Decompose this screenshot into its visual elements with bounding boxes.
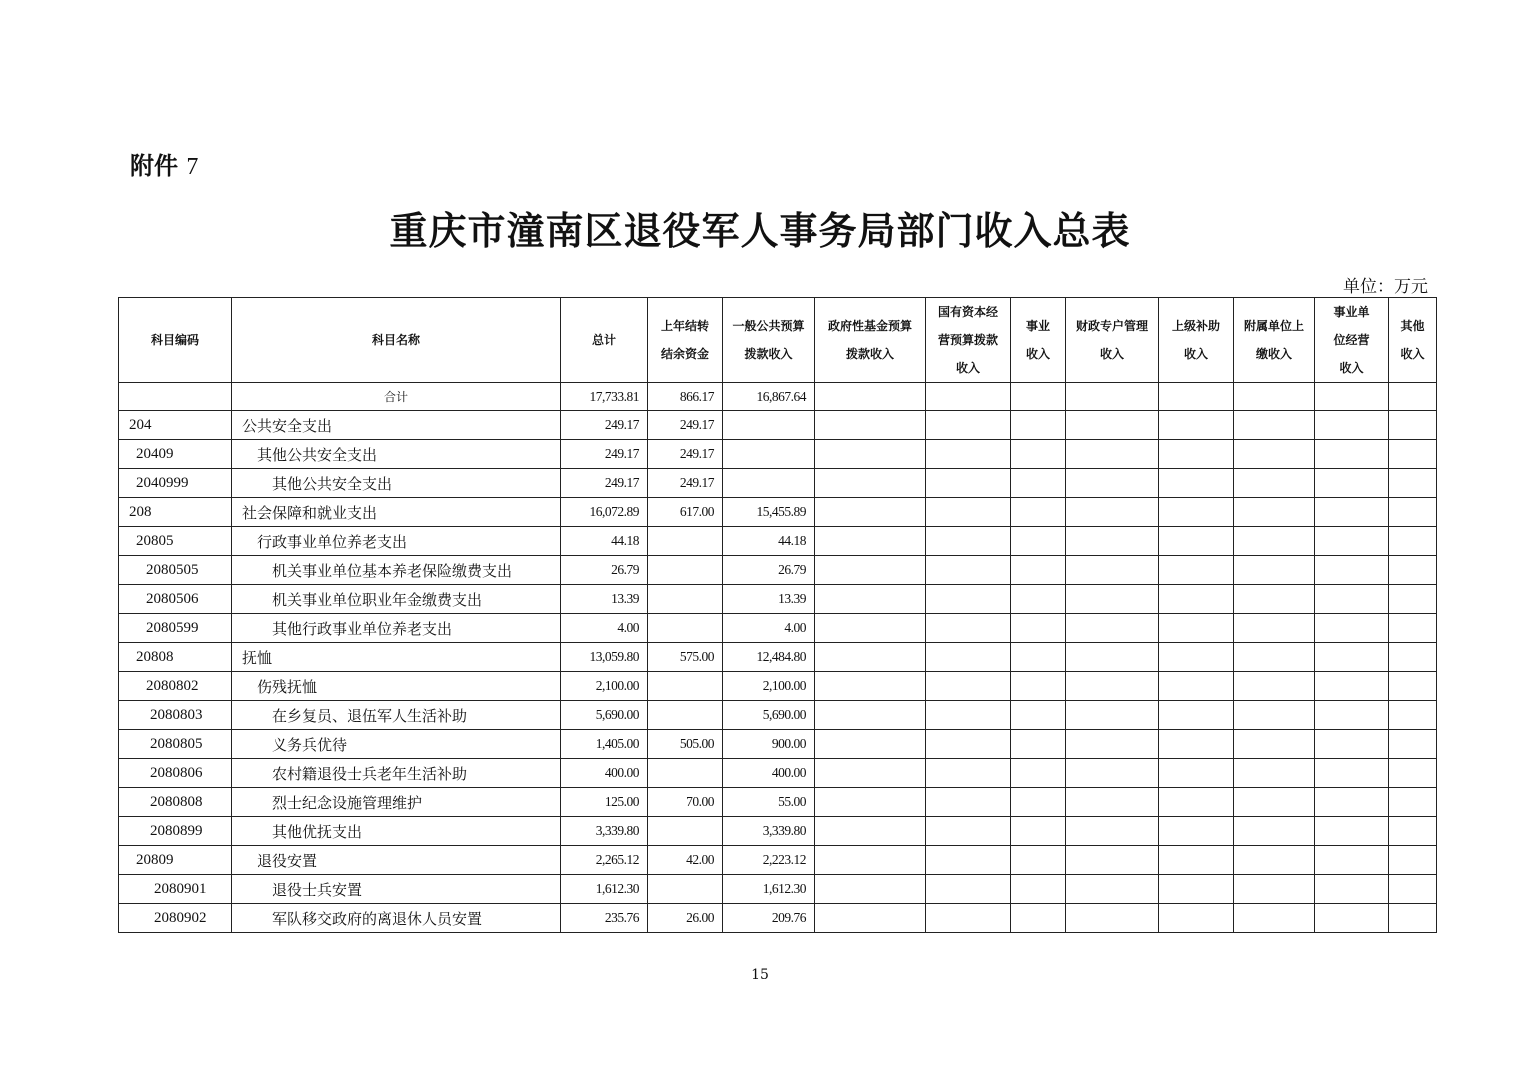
empty-cell <box>1234 585 1315 614</box>
table-row <box>119 585 1437 614</box>
row-carryover <box>648 614 723 643</box>
empty-cell <box>1315 904 1389 933</box>
col-header-total: 总计 <box>561 298 648 383</box>
row-general: 400.00 <box>723 759 815 788</box>
row-general <box>723 440 815 469</box>
empty-cell <box>1234 817 1315 846</box>
empty-cell <box>1315 701 1389 730</box>
empty-cell <box>1011 817 1066 846</box>
col-header-business-income: 事业收入 <box>1011 298 1066 383</box>
row-name: 机关事业单位职业年金缴费支出 <box>232 585 561 614</box>
row-name: 抚恤 <box>232 643 561 672</box>
empty-cell <box>1066 469 1159 498</box>
table-row <box>119 614 1437 643</box>
row-general: 13.39 <box>723 585 815 614</box>
row-code: 204 <box>119 411 232 440</box>
empty-cell <box>926 643 1011 672</box>
empty-cell <box>926 383 1011 411</box>
empty-cell <box>815 875 926 904</box>
empty-cell <box>1159 585 1234 614</box>
empty-cell <box>1315 469 1389 498</box>
empty-cell <box>1315 875 1389 904</box>
row-total: 400.00 <box>561 759 648 788</box>
row-code: 2080803 <box>119 701 232 730</box>
empty-cell <box>926 440 1011 469</box>
empty-cell <box>926 469 1011 498</box>
row-carryover <box>648 672 723 701</box>
row-code: 20808 <box>119 643 232 672</box>
row-code: 2080506 <box>119 585 232 614</box>
empty-cell <box>926 875 1011 904</box>
empty-cell <box>1159 759 1234 788</box>
empty-cell <box>1315 788 1389 817</box>
empty-cell <box>1066 614 1159 643</box>
empty-cell <box>1159 383 1234 411</box>
row-total: 2,265.12 <box>561 846 648 875</box>
row-general: 12,484.80 <box>723 643 815 672</box>
empty-cell <box>1234 730 1315 759</box>
empty-cell <box>815 556 926 585</box>
row-total: 2,100.00 <box>561 672 648 701</box>
row-general: 5,690.00 <box>723 701 815 730</box>
row-code: 20409 <box>119 440 232 469</box>
row-code: 20805 <box>119 527 232 556</box>
row-general: 15,455.89 <box>723 498 815 527</box>
col-header-special-account: 财政专户管理收入 <box>1066 298 1159 383</box>
row-name: 公共安全支出 <box>232 411 561 440</box>
total-total: 17,733.81 <box>561 383 648 411</box>
empty-cell <box>1011 498 1066 527</box>
row-name: 退役安置 <box>232 846 561 875</box>
row-name: 农村籍退役士兵老年生活补助 <box>232 759 561 788</box>
empty-cell <box>815 817 926 846</box>
empty-cell <box>926 672 1011 701</box>
col-header-affiliated-units: 附属单位上缴收入 <box>1234 298 1315 383</box>
empty-cell <box>926 846 1011 875</box>
empty-cell <box>1234 875 1315 904</box>
table-row <box>119 440 1437 469</box>
row-carryover <box>648 527 723 556</box>
empty-cell <box>1234 904 1315 933</box>
empty-cell <box>815 585 926 614</box>
empty-cell <box>1159 730 1234 759</box>
row-general: 44.18 <box>723 527 815 556</box>
empty-cell <box>1315 411 1389 440</box>
empty-cell <box>815 614 926 643</box>
table-body <box>119 411 1437 933</box>
empty-cell <box>1011 527 1066 556</box>
page-title: 重庆市潼南区退役军人事务局部门收入总表 <box>389 208 1131 253</box>
empty-cell <box>1234 788 1315 817</box>
empty-cell <box>926 759 1011 788</box>
empty-cell <box>815 469 926 498</box>
empty-cell <box>1234 527 1315 556</box>
empty-cell <box>1234 701 1315 730</box>
empty-cell <box>815 411 926 440</box>
table-row <box>119 469 1437 498</box>
empty-cell <box>1234 498 1315 527</box>
col-header-name: 科目名称 <box>232 298 561 383</box>
attachment-label-text: 附件 <box>130 152 178 180</box>
row-total: 4.00 <box>561 614 648 643</box>
row-general: 2,100.00 <box>723 672 815 701</box>
row-code: 2080806 <box>119 759 232 788</box>
empty-cell <box>1315 614 1389 643</box>
empty-cell <box>1389 817 1437 846</box>
empty-cell <box>1159 904 1234 933</box>
row-total: 249.17 <box>561 469 648 498</box>
col-header-code: 科目编码 <box>119 298 232 383</box>
empty-cell <box>1011 759 1066 788</box>
row-carryover: 26.00 <box>648 904 723 933</box>
empty-cell <box>1315 643 1389 672</box>
empty-cell <box>1011 440 1066 469</box>
income-summary-table <box>118 297 1437 933</box>
row-total: 249.17 <box>561 411 648 440</box>
empty-cell <box>1066 383 1159 411</box>
row-general: 209.76 <box>723 904 815 933</box>
row-name: 烈士纪念设施管理维护 <box>232 788 561 817</box>
empty-cell <box>1389 411 1437 440</box>
empty-cell <box>1234 614 1315 643</box>
row-total: 5,690.00 <box>561 701 648 730</box>
row-name: 其他行政事业单位养老支出 <box>232 614 561 643</box>
table-row <box>119 672 1437 701</box>
empty-cell <box>815 846 926 875</box>
row-carryover <box>648 759 723 788</box>
empty-cell <box>1066 498 1159 527</box>
empty-cell <box>1011 383 1066 411</box>
empty-cell <box>1159 788 1234 817</box>
table-row <box>119 556 1437 585</box>
attachment-number: 7 <box>186 154 199 180</box>
empty-cell <box>1159 556 1234 585</box>
empty-cell <box>1066 585 1159 614</box>
row-name: 社会保障和就业支出 <box>232 498 561 527</box>
empty-cell <box>926 411 1011 440</box>
row-general: 900.00 <box>723 730 815 759</box>
row-carryover: 42.00 <box>648 846 723 875</box>
row-code: 208 <box>119 498 232 527</box>
attachment-label <box>130 146 198 181</box>
empty-cell <box>1159 498 1234 527</box>
col-header-other-income: 其他收入 <box>1389 298 1437 383</box>
empty-cell <box>1389 527 1437 556</box>
empty-cell <box>815 498 926 527</box>
row-general: 1,612.30 <box>723 875 815 904</box>
empty-cell <box>926 730 1011 759</box>
empty-cell <box>1315 585 1389 614</box>
row-name: 义务兵优待 <box>232 730 561 759</box>
empty-cell <box>1234 759 1315 788</box>
empty-cell <box>815 643 926 672</box>
empty-cell <box>1159 527 1234 556</box>
table-row <box>119 788 1437 817</box>
table-row <box>119 875 1437 904</box>
empty-cell <box>1011 846 1066 875</box>
empty-cell <box>1315 498 1389 527</box>
row-code: 2080808 <box>119 788 232 817</box>
row-carryover <box>648 875 723 904</box>
row-total: 235.76 <box>561 904 648 933</box>
empty-cell <box>1389 672 1437 701</box>
table-row <box>119 527 1437 556</box>
empty-cell <box>1011 614 1066 643</box>
row-total: 13,059.80 <box>561 643 648 672</box>
row-carryover: 249.17 <box>648 411 723 440</box>
empty-cell <box>815 904 926 933</box>
row-code: 2080802 <box>119 672 232 701</box>
empty-cell <box>1389 469 1437 498</box>
row-carryover: 505.00 <box>648 730 723 759</box>
row-code: 2040999 <box>119 469 232 498</box>
empty-cell <box>1234 643 1315 672</box>
row-name: 机关事业单位基本养老保险缴费支出 <box>232 556 561 585</box>
row-name: 其他公共安全支出 <box>232 469 561 498</box>
empty-cell <box>1389 846 1437 875</box>
row-name: 其他公共安全支出 <box>232 440 561 469</box>
row-general: 2,223.12 <box>723 846 815 875</box>
empty-cell <box>926 817 1011 846</box>
col-header-superior-subsidy: 上级补助收入 <box>1159 298 1234 383</box>
row-carryover <box>648 817 723 846</box>
row-name: 行政事业单位养老支出 <box>232 527 561 556</box>
empty-cell <box>1315 383 1389 411</box>
empty-cell <box>1011 672 1066 701</box>
empty-cell <box>815 440 926 469</box>
total-code-cell <box>119 383 232 411</box>
row-general: 3,339.80 <box>723 817 815 846</box>
empty-cell <box>926 498 1011 527</box>
empty-cell <box>926 904 1011 933</box>
empty-cell <box>1066 904 1159 933</box>
empty-cell <box>926 585 1011 614</box>
empty-cell <box>1011 556 1066 585</box>
row-code: 2080805 <box>119 730 232 759</box>
table-row <box>119 411 1437 440</box>
total-row <box>119 383 1437 411</box>
table-row <box>119 904 1437 933</box>
empty-cell <box>1011 788 1066 817</box>
empty-cell <box>1011 904 1066 933</box>
empty-cell <box>1159 411 1234 440</box>
empty-cell <box>1234 440 1315 469</box>
row-total: 13.39 <box>561 585 648 614</box>
total-carryover: 866.17 <box>648 383 723 411</box>
empty-cell <box>815 788 926 817</box>
empty-cell <box>1066 759 1159 788</box>
empty-cell <box>1066 875 1159 904</box>
row-name: 军队移交政府的离退休人员安置 <box>232 904 561 933</box>
empty-cell <box>926 614 1011 643</box>
row-general: 26.79 <box>723 556 815 585</box>
empty-cell <box>815 730 926 759</box>
empty-cell <box>1389 498 1437 527</box>
row-carryover: 575.00 <box>648 643 723 672</box>
row-total: 3,339.80 <box>561 817 648 846</box>
empty-cell <box>1389 701 1437 730</box>
row-carryover <box>648 701 723 730</box>
table-row <box>119 701 1437 730</box>
empty-cell <box>1389 875 1437 904</box>
row-carryover: 249.17 <box>648 440 723 469</box>
empty-cell <box>1159 469 1234 498</box>
row-total: 1,612.30 <box>561 875 648 904</box>
col-header-operating-income: 事业单位经营收入 <box>1315 298 1389 383</box>
empty-cell <box>1234 846 1315 875</box>
table-row <box>119 498 1437 527</box>
empty-cell <box>1066 846 1159 875</box>
empty-cell <box>1234 383 1315 411</box>
empty-cell <box>1011 730 1066 759</box>
empty-cell <box>1234 411 1315 440</box>
table-row <box>119 730 1437 759</box>
empty-cell <box>1159 701 1234 730</box>
empty-cell <box>1011 701 1066 730</box>
empty-cell <box>1389 788 1437 817</box>
empty-cell <box>1389 614 1437 643</box>
row-general: 4.00 <box>723 614 815 643</box>
empty-cell <box>1159 672 1234 701</box>
table-row <box>119 759 1437 788</box>
header-row <box>119 298 1437 383</box>
empty-cell <box>1011 643 1066 672</box>
empty-cell <box>1315 527 1389 556</box>
empty-cell <box>1066 527 1159 556</box>
total-label: 合计 <box>232 383 561 411</box>
col-header-general-budget: 一般公共预算拨款收入 <box>723 298 815 383</box>
empty-cell <box>1066 440 1159 469</box>
col-header-carryover: 上年结转结余资金 <box>648 298 723 383</box>
row-code: 2080902 <box>119 904 232 933</box>
empty-cell <box>1011 411 1066 440</box>
row-name: 其他优抚支出 <box>232 817 561 846</box>
empty-cell <box>815 759 926 788</box>
row-carryover <box>648 556 723 585</box>
row-total: 1,405.00 <box>561 730 648 759</box>
empty-cell <box>1315 440 1389 469</box>
row-name: 伤残抚恤 <box>232 672 561 701</box>
empty-cell <box>1234 469 1315 498</box>
row-total: 125.00 <box>561 788 648 817</box>
row-code: 2080599 <box>119 614 232 643</box>
empty-cell <box>1066 701 1159 730</box>
row-total: 26.79 <box>561 556 648 585</box>
empty-cell <box>1389 440 1437 469</box>
row-carryover: 249.17 <box>648 469 723 498</box>
table-row <box>119 643 1437 672</box>
empty-cell <box>1159 614 1234 643</box>
empty-cell <box>1389 585 1437 614</box>
col-header-gov-fund: 政府性基金预算拨款收入 <box>815 298 926 383</box>
row-code: 2080901 <box>119 875 232 904</box>
empty-cell <box>1011 469 1066 498</box>
row-code: 2080505 <box>119 556 232 585</box>
row-name: 在乡复员、退伍军人生活补助 <box>232 701 561 730</box>
empty-cell <box>815 527 926 556</box>
empty-cell <box>1234 556 1315 585</box>
row-total: 16,072.89 <box>561 498 648 527</box>
empty-cell <box>1066 643 1159 672</box>
empty-cell <box>1066 556 1159 585</box>
unit-label: 单位：万元 <box>1343 277 1428 297</box>
empty-cell <box>1389 759 1437 788</box>
empty-cell <box>1159 817 1234 846</box>
empty-cell <box>1011 585 1066 614</box>
empty-cell <box>1389 730 1437 759</box>
row-total: 249.17 <box>561 440 648 469</box>
empty-cell <box>1159 643 1234 672</box>
table-row <box>119 817 1437 846</box>
empty-cell <box>815 383 926 411</box>
empty-cell <box>1389 383 1437 411</box>
empty-cell <box>1066 411 1159 440</box>
empty-cell <box>1315 672 1389 701</box>
empty-cell <box>1389 556 1437 585</box>
empty-cell <box>926 788 1011 817</box>
empty-cell <box>1389 904 1437 933</box>
empty-cell <box>1159 875 1234 904</box>
empty-cell <box>1066 672 1159 701</box>
empty-cell <box>1234 672 1315 701</box>
empty-cell <box>815 701 926 730</box>
table-row <box>119 846 1437 875</box>
empty-cell <box>926 556 1011 585</box>
col-header-state-capital: 国有资本经营预算拨款收入 <box>926 298 1011 383</box>
row-general: 55.00 <box>723 788 815 817</box>
row-code: 20809 <box>119 846 232 875</box>
empty-cell <box>926 701 1011 730</box>
empty-cell <box>1066 730 1159 759</box>
empty-cell <box>926 527 1011 556</box>
row-total: 44.18 <box>561 527 648 556</box>
total-general: 16,867.64 <box>723 383 815 411</box>
row-general <box>723 469 815 498</box>
empty-cell <box>1315 730 1389 759</box>
row-general <box>723 411 815 440</box>
page-number: 15 <box>751 967 769 983</box>
empty-cell <box>1159 846 1234 875</box>
row-name: 退役士兵安置 <box>232 875 561 904</box>
empty-cell <box>1389 643 1437 672</box>
row-carryover: 70.00 <box>648 788 723 817</box>
empty-cell <box>1315 759 1389 788</box>
empty-cell <box>815 672 926 701</box>
row-carryover: 617.00 <box>648 498 723 527</box>
empty-cell <box>1159 440 1234 469</box>
row-code: 2080899 <box>119 817 232 846</box>
empty-cell <box>1315 817 1389 846</box>
row-carryover <box>648 585 723 614</box>
empty-cell <box>1315 556 1389 585</box>
empty-cell <box>1315 846 1389 875</box>
empty-cell <box>1011 875 1066 904</box>
empty-cell <box>1066 817 1159 846</box>
empty-cell <box>1066 788 1159 817</box>
